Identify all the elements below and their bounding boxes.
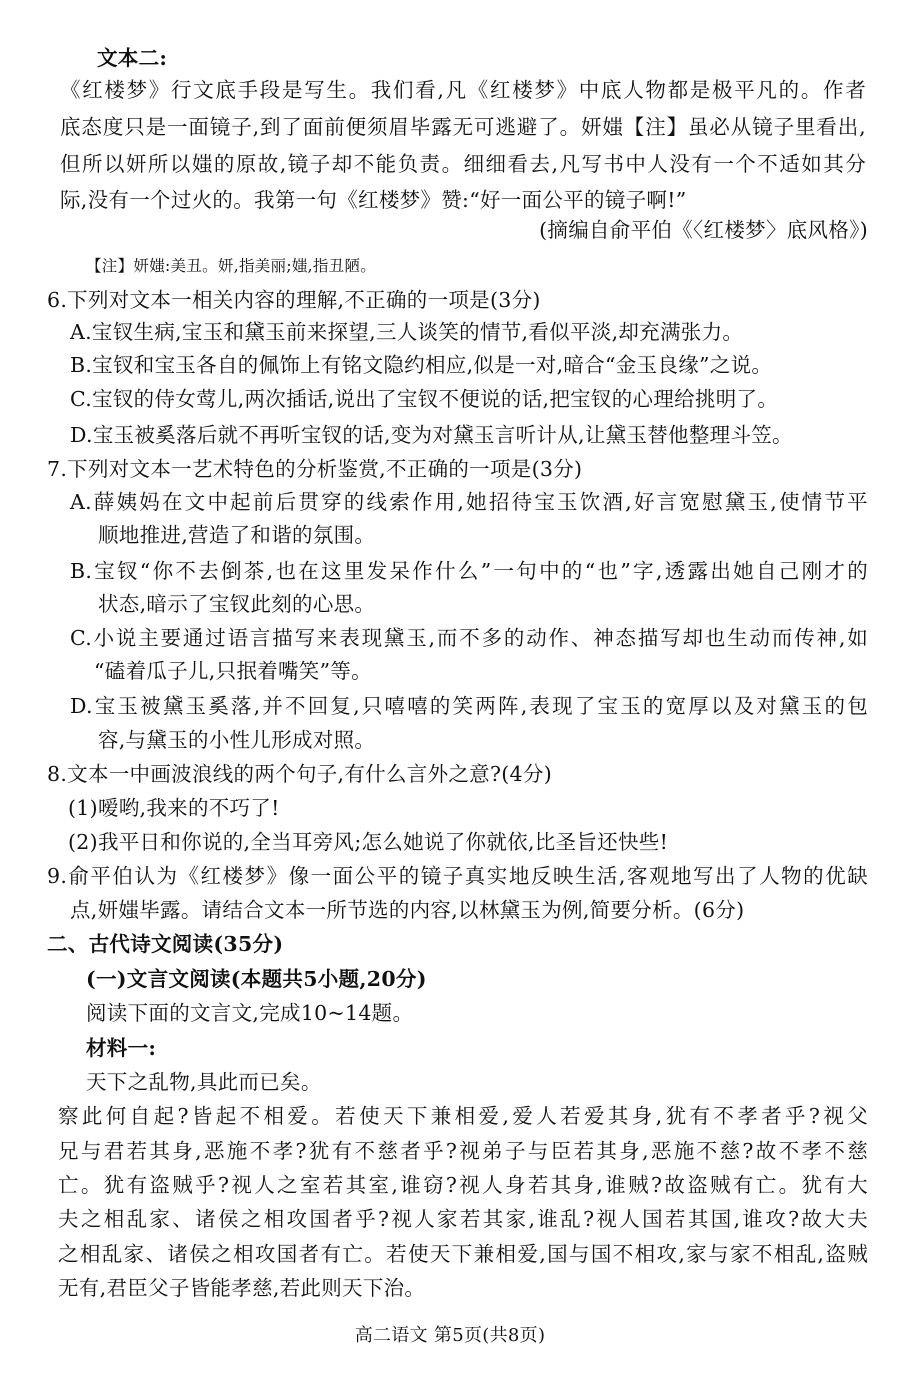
classical-text-first-line: 天下之乱物,具此而已矣。 <box>86 1070 322 1094</box>
text2-line-4: 际,没有一个过火的。我第一句《红楼梦》赞:“好一面公平的镜子啊!” <box>60 188 687 212</box>
classical-text-line-1: 察此何自起?皆起不相爱。若使天下兼相爱,爱人若爱其身,犹有不孝者乎?视父 <box>58 1104 868 1128</box>
classical-text-line-4: 夫之相乱家、诸侯之相攻国者乎?视人家若其家,谁乱?视人国若其国,谁攻?故大夫 <box>58 1207 868 1231</box>
q7-option-d-line-1: D.宝玉被黛玉奚落,并不回复,只嘻嘻的笑两阵,表现了宝玉的宽厚以及对黛玉的包 <box>70 694 868 718</box>
classical-text-line-3: 亡。犹有盗贼乎?视人之室若其室,谁窃?视人身若其身,谁贼?故盗贼有亡。犹有大 <box>58 1173 868 1197</box>
text2-line-1: 《红楼梦》行文底手段是写生。我们看,凡《红楼梦》中底人物都是极平凡的。作者 <box>60 78 866 102</box>
q7-stem: 7.下列对文本一艺术特色的分析鉴赏,不正确的一项是(3分) <box>47 457 583 481</box>
reading-instruction: 阅读下面的文言文,完成10~14题。 <box>86 1001 414 1025</box>
material-label: 材料一: <box>86 1036 157 1060</box>
q7-option-a-line-1: A.薛姨妈在文中起前后贯穿的线索作用,她招待宝玉饮酒,好言宽慰黛玉,使情节平 <box>70 490 868 514</box>
text2-source: (摘编自俞平伯《〈红楼梦〉底风格》) <box>539 218 868 242</box>
q8-sentence-2: (2)我平日和你说的,全当耳旁风;怎么她说了你就依,比圣旨还快些! <box>68 830 669 854</box>
q9-line-2: 点,妍媸毕露。请结合文本一所节选的内容,以林黛玉为例,简要分析。(6分) <box>70 898 745 922</box>
q6-option-d: D.宝玉被奚落后就不再听宝钗的话,变为对黛玉言听计从,让黛玉替他整理斗笠。 <box>70 423 793 447</box>
q7-option-a-line-2: 顺地推进,营造了和谐的氛围。 <box>98 523 376 547</box>
classical-text-line-6: 无有,君臣父子皆能孝慈,若此则天下治。 <box>58 1276 426 1300</box>
text2-heading: 文本二: <box>97 46 168 70</box>
q8-sentence-1: (1)嗳哟,我来的不巧了! <box>68 796 280 820</box>
q6-option-b: B.宝钗和宝玉各自的佩饰上有铭文隐约相应,似是一对,暗合“金玉良缘”之说。 <box>70 353 773 377</box>
q9-line-1: 9.俞平伯认为《红楼梦》像一面公平的镜子真实地反映生活,客观地写出了人物的优缺 <box>47 864 868 888</box>
q6-option-a: A.宝钗生病,宝玉和黛玉前来探望,三人谈笑的情节,看似平淡,却充满张力。 <box>70 320 744 344</box>
q7-option-c-line-1: C.小说主要通过语言描写来表现黛玉,而不多的动作、神态描写却也生动而传神,如 <box>70 626 868 650</box>
q6-option-c: C.宝钗的侍女莺儿,两次插话,说出了宝钗不便说的话,把宝钗的心理给挑明了。 <box>70 387 779 411</box>
q7-option-b-line-2: 状态,暗示了宝钗此刻的心思。 <box>98 592 376 616</box>
subsection-heading: (一)文言文阅读(本题共5小题,20分) <box>86 967 427 991</box>
text2-line-3: 但所以妍所以媸的原故,镜子却不能负责。细细看去,凡写书中人没有一个不适如其分 <box>60 152 866 176</box>
classical-text-line-5: 之相乱家、诸侯之相攻国者有亡。若使天下兼相爱,国与国不相攻,家与家不相乱,盗贼 <box>58 1242 868 1266</box>
q7-option-b-line-1: B.宝钗“你不去倒茶,也在这里发呆作什么”一句中的“也”字,透露出她自己刚才的 <box>70 559 868 583</box>
q7-option-c-line-2: “磕着瓜子儿,只抿着嘴笑”等。 <box>94 659 372 683</box>
page-footer: 高二语文 第5页(共8页) <box>354 1325 546 1346</box>
q8-stem: 8.文本一中画波浪线的两个句子,有什么言外之意?(4分) <box>47 762 553 786</box>
text2-note: 【注】妍媸:美丑。妍,指美丽;媸,指丑陋。 <box>86 257 377 275</box>
section-heading: 二、古代诗文阅读(35分) <box>47 932 284 956</box>
q7-option-d-line-2: 容,与黛玉的小性儿形成对照。 <box>98 728 376 752</box>
q6-stem: 6.下列对文本一相关内容的理解,不正确的一项是(3分) <box>47 288 541 312</box>
classical-text-line-2: 兄与君若其身,恶施不孝?犹有不慈者乎?视弟子与臣若其身,恶施不慈?故不孝不慈 <box>58 1139 868 1163</box>
text2-line-2: 底态度只是一面镜子,到了面前便须眉毕露无可逃避了。妍媸【注】虽必从镜子里看出, <box>60 115 866 139</box>
